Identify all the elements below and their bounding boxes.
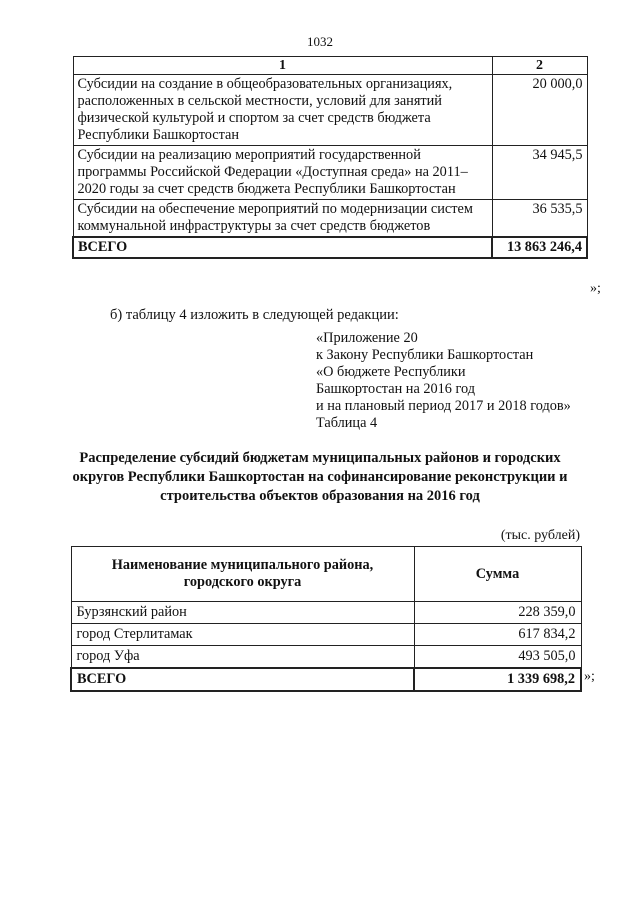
section-heading: Распределение субсидий бюджетам муниципальных районов и городских округов Республики Башкортостан на софинансирование реконструкции и строительства объектов образования на 2016 год xyxy=(72,450,568,504)
unit-label: (тыс. рублей) xyxy=(500,528,580,543)
table-row xyxy=(71,646,581,669)
total-value: 13 863 246,4 xyxy=(492,237,587,258)
column-header-1: 1 xyxy=(73,57,492,75)
annex-line: «Приложение 20 xyxy=(316,330,418,346)
subsidies-distribution-table xyxy=(70,546,582,692)
row-name: Субсидии на создание в общеобразовательных организациях, расположенных в сельской местности, условий для занятий физической культурой и спортом за счет средств бюджета Республики Башкортостан xyxy=(73,75,492,146)
row-value: 228 359,0 xyxy=(414,602,581,624)
row-value: 20 000,0 xyxy=(492,75,587,146)
table-row xyxy=(71,624,581,646)
total-row xyxy=(73,237,587,258)
closing-quote: »; xyxy=(584,669,595,684)
row-name: город Уфа xyxy=(71,646,414,669)
row-value: 493 505,0 xyxy=(414,646,581,669)
annex-line: и на плановый период 2017 и 2018 годов» xyxy=(316,398,571,414)
column-header-2: 2 xyxy=(492,57,587,75)
page-number: 1032 xyxy=(307,34,333,49)
row-name: город Стерлитамак xyxy=(71,624,414,646)
row-value: 617 834,2 xyxy=(414,624,581,646)
table-header-row xyxy=(71,547,581,602)
annex-line: Башкортостан на 2016 год xyxy=(316,381,476,397)
annex-line: «О бюджете Республики xyxy=(316,364,466,380)
annex-line: к Закону Республики Башкортостан xyxy=(316,347,534,363)
total-label: ВСЕГО xyxy=(73,237,492,258)
row-name: Субсидии на обеспечение мероприятий по модернизации систем коммунальной инфраструктуры за счет средств бюджетов xyxy=(73,200,492,238)
table-row xyxy=(71,602,581,624)
closing-quote: »; xyxy=(590,281,601,296)
total-row xyxy=(71,668,581,691)
annex-block xyxy=(316,330,571,432)
column-header-name: Наименование муниципального района, городского округа xyxy=(71,547,414,602)
column-header-sum: Сумма xyxy=(414,547,581,602)
annex-line: Таблица 4 xyxy=(316,415,378,431)
row-value: 36 535,5 xyxy=(492,200,587,238)
table-row xyxy=(73,200,587,238)
row-name: Субсидии на реализацию мероприятий государственной программы Российской Федерации «Доступная среда» на 2011–2020 годы за счет средств бюджета Республики Башкортостан xyxy=(73,146,492,200)
row-name: Бурзянский район xyxy=(71,602,414,624)
amendment-paragraph: б) таблицу 4 изложить в следующей редакции: xyxy=(110,307,399,323)
subsidies-table-continued xyxy=(72,56,588,259)
table-row xyxy=(73,75,587,146)
table-header-row xyxy=(73,57,587,75)
row-value: 34 945,5 xyxy=(492,146,587,200)
total-label: ВСЕГО xyxy=(71,668,414,691)
table-row xyxy=(73,146,587,200)
total-value: 1 339 698,2 xyxy=(414,668,581,691)
